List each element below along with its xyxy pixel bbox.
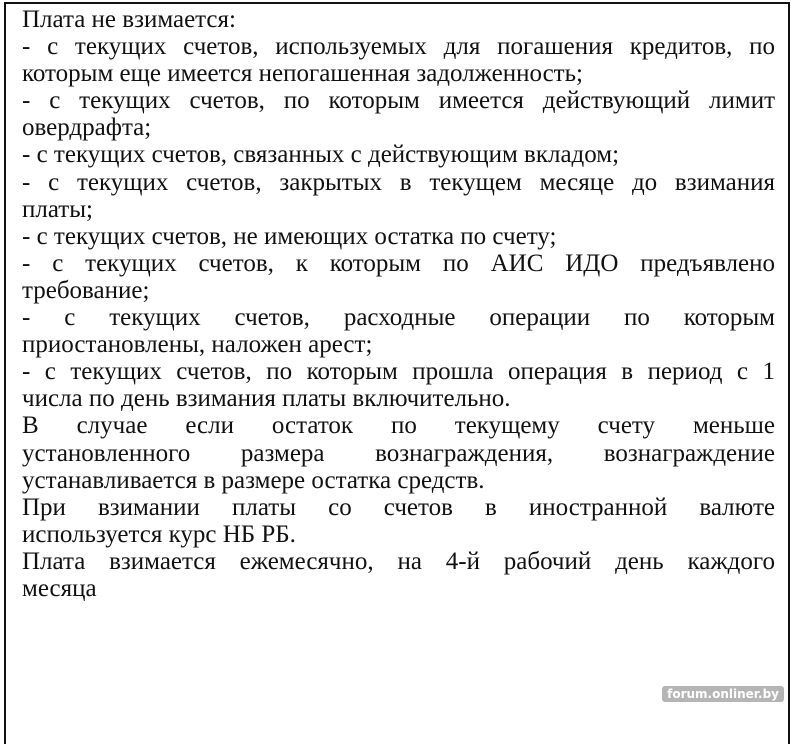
text-line: приостановлены, наложен арест; [22, 331, 373, 359]
text-line: - с текущих счетов, используемых для погашения кредитов, по [22, 33, 775, 61]
text-line: - с текущих счетов, к которым по АИС ИДО предъявлено [22, 249, 775, 277]
text-line: требование; [22, 276, 150, 304]
text-line: - с текущих счетов, расходные операции по которым [22, 304, 775, 332]
text-line: Плата взимается ежемесячно, на 4-й рабочий день каждого [22, 547, 775, 575]
text-line: числа по день взимания платы включительно. [22, 385, 511, 413]
text-line: платы; [22, 195, 93, 223]
text-line: Плата не взимается: [22, 6, 236, 33]
text-line: овердрафта; [22, 114, 152, 142]
text-line: устанавливается в размере остатка средств. [22, 466, 485, 494]
text-line: которым еще имеется непогашенная задолженность; [22, 60, 583, 88]
text-line: - с текущих счетов, по которым имеется действующий лимит [22, 87, 775, 115]
document-text [22, 6, 775, 602]
text-line: установленного размера вознаграждения, вознаграждение [22, 439, 775, 467]
text-line: - с текущих счетов, не имеющих остатка по счету; [22, 222, 557, 250]
text-line: - с текущих счетов, закрытых в текущем месяце до взимания [22, 168, 775, 196]
text-line: При взимании платы со счетов в иностранной валюте [22, 493, 775, 521]
text-line: - с текущих счетов, связанных с действующим вкладом; [22, 141, 620, 169]
text-line: используется курс НБ РБ. [22, 520, 296, 548]
text-line: месяца [22, 574, 97, 602]
text-line: - с текущих счетов, по которым прошла операция в период с 1 [22, 358, 775, 386]
watermark: forum.onliner.by [662, 686, 784, 702]
text-line: В случае если остаток по текущему счету меньше [22, 412, 775, 440]
